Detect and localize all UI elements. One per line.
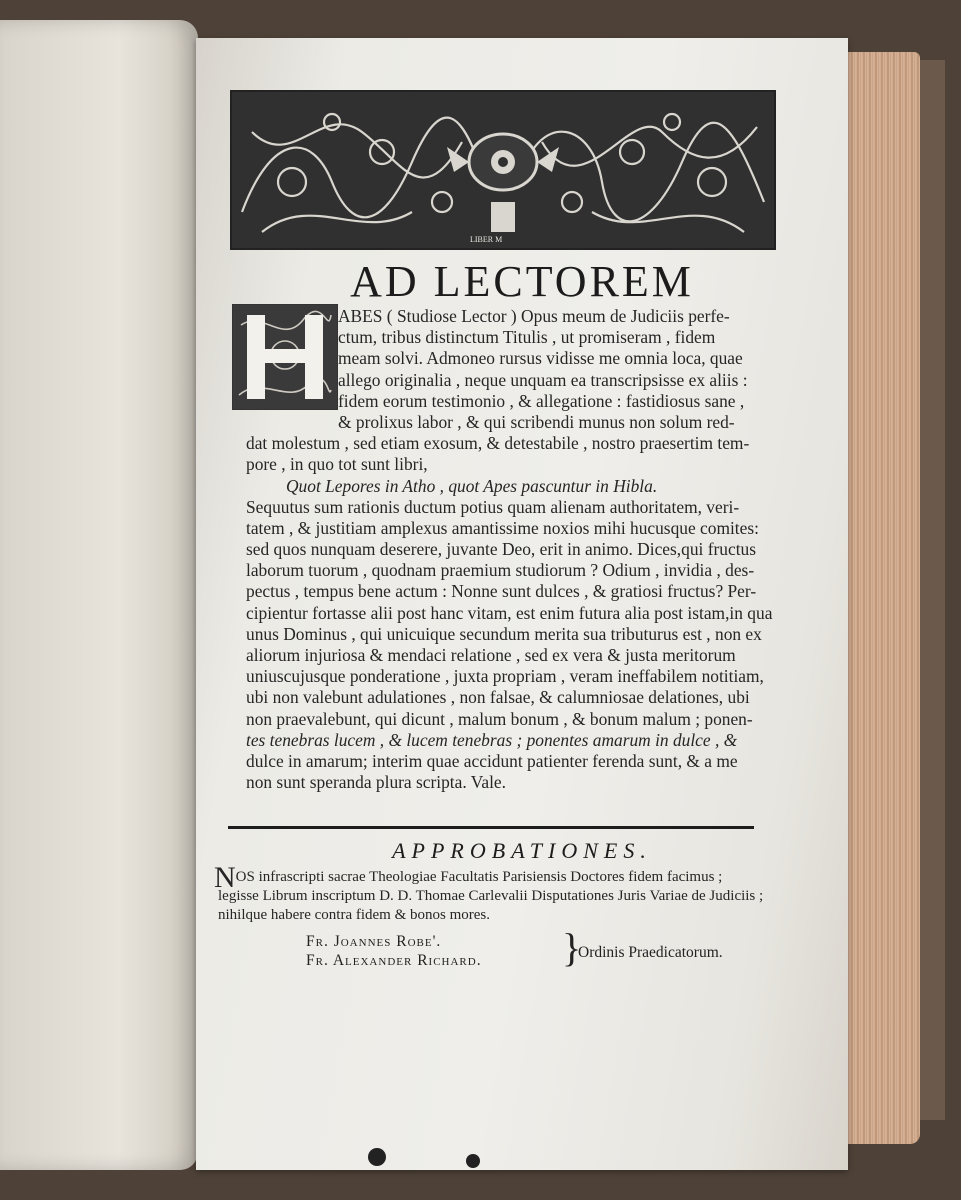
text-line: pectus , tempus bene actum : Nonne sunt dulces , & gratiosi fructus? Per- [246, 581, 757, 602]
text-line: nihilque habere contra fidem & bonos mores. [218, 907, 491, 923]
drop-initial: N [214, 861, 236, 894]
text-line: ABES ( Studiose Lector ) Opus meum de Judiciis perfe- [338, 306, 730, 326]
signatories [306, 932, 482, 970]
text-line: legisse Librum inscriptum D. D. Thomae Carlevalii Disputationes Juris Variae de Judiciis ; [218, 888, 764, 904]
ornament-caption: LIBER M [470, 235, 503, 244]
text-line: aliorum injuriosa & mendaci relatione , sed ex vera & justa meritorum [246, 645, 736, 665]
approbationes-heading: APPROBATIONES. [392, 838, 652, 863]
text-line: pore , in quo tot sunt libri, [246, 454, 428, 475]
text-line: ubi non valebunt adulationes , non falsae, & calumniosae delationes, ubi [246, 687, 750, 708]
ornamental-headpiece [230, 90, 776, 250]
signatory: Fr. Alexander Richard. [306, 952, 482, 969]
signatory: Fr. Joannes Robe'. [306, 933, 442, 950]
approbationes-text [214, 861, 794, 925]
text-line [214, 861, 794, 894]
text-line: dulce in amarum; interim quae accidunt patienter ferenda sunt, & a me [246, 750, 738, 771]
text-line: laborum tuorum , quodnam praemium studiorum ? Odium , invidia , des- [246, 560, 755, 581]
brace-glyph: } [562, 925, 582, 970]
order-name: Ordinis Praedicatorum. [578, 944, 723, 961]
text-line-body: OS infrascripti sacrae Theologiae Facultatis Parisiensis Doctores fidem facimus ; [235, 869, 723, 885]
quote-line: Quot Lepores in Atho , quot Apes pascuntur in Hibla. [286, 475, 658, 496]
preface-text [246, 306, 778, 793]
text-line: non praevalebunt, qui dicunt , malum bonum , & bonum malum ; ponen- [246, 708, 753, 729]
text-line: allego originalia , neque unquam ea transcripsisse ex aliis : [338, 369, 748, 390]
text-line: dat molestum , sed etiam exosum, & detestabile , nostro praesertim tem- [246, 433, 750, 454]
text-line: sed quos nunquam deserere, juvante Deo, erit in animo. Dices,qui fructus [246, 539, 756, 560]
text-line: fidem eorum testimonio , & allegatione : fastidiosus sane , [338, 390, 745, 411]
text-line: unus Dominus , qui unicuique secundum merita sua tributurus est , non ex [246, 623, 762, 644]
text-line: non sunt speranda plura scripta. Vale. [246, 772, 506, 793]
text-line: Sequutus sum rationis ductum potius quam alienam authoritatem, veri- [246, 496, 740, 517]
text-line: & prolixus labor , & qui scribendi munus non solum red- [338, 411, 735, 432]
text-line: uniuscujusque ponderatione , juxta propriam , veram ineffabilem notitiam, [246, 666, 764, 687]
book-page [196, 38, 848, 1170]
text-line: tes tenebras lucem , & lucem tenebras ; ponentes amarum in dulce , & [246, 729, 738, 750]
page-stain [466, 1154, 480, 1168]
text-line: tatem , & justitiam amplexus amantissime noxios mihi hucusque comites: [246, 517, 759, 538]
page-edges [842, 52, 920, 1144]
left-page [0, 20, 198, 1170]
page-stain [368, 1148, 386, 1166]
text-line: ctum, tribus distinctum Titulis , ut promiseram , fidem [338, 327, 716, 348]
section-divider [228, 826, 754, 829]
text-line: meam solvi. Admoneo rursus vidisse me omnia loca, quae [338, 348, 743, 369]
text-line: cipientur fortasse alii post hanc vitam, est enim futura alia post istam,in qua [246, 602, 773, 623]
page-title: AD LECTOREM [350, 257, 694, 306]
